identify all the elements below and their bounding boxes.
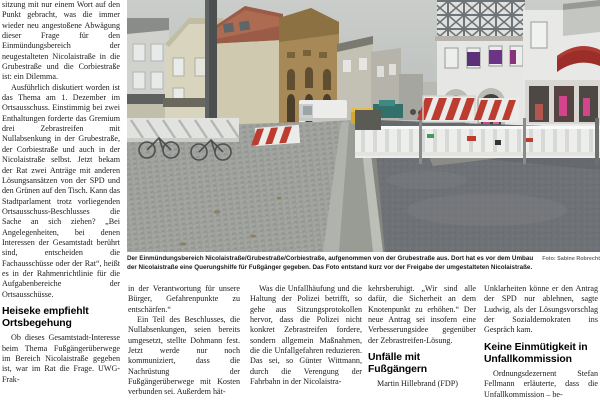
photo-caption — [127, 255, 600, 272]
article-column-5 — [484, 284, 598, 400]
section-subheading: Heiseke empfiehlt Ortsbegehung — [2, 305, 89, 330]
article-column-4 — [368, 284, 476, 400]
article-paragraph: Ordnungsdezernent Stefan Fellmann erläuterte, dass die Unfallkommission – be- — [484, 369, 598, 399]
article-column-2 — [128, 284, 240, 400]
photo-credit: Foto: Sabine Robrecht — [542, 256, 600, 262]
article-paragraph: Ausführlich diskutiert worden ist das Thema am 1. Dezember im Ortsausschuss. Einstimmig bei zwei Enthaltungen forderte das Gremium drei Zebrastreifen mit Nullabsenkung in der Grubestraße, der Corbiestraße und auch in der Nicolaistraße selbst. Jetzt bekam der Rat zwei Anträge mit anderen Lösungsansätzen von der SPD und den Grünen auf den Tisch. Kann das Stadtparlament trotz vorliegenden Ortsausschuss-Beschlusses die Sache an sich ziehen? „Bei Angelegenheiten, bei denen Interessen der Gesamtstadt berührt sind, entscheiden die Fachausschüsse oder der Rat“, heißt es in der Rahmenrichtlinie für die Aufgabenbereiche der Ortsausschüsse. — [2, 82, 120, 299]
photo-illustration — [127, 0, 600, 252]
article-column-3 — [250, 284, 362, 400]
article-paragraph: Ob dieses Gesamtstadt-Interesse beim Thema Fußgängerüberwege im Bereich Nicolaistraße gegeben ist, war im Rat die Frage. UWG-Frak- — [2, 333, 120, 384]
article-paragraph: kehrsberuhigt. „Wir sind alle dafür, die Sicherheit an dem Knotenpunkt zu erhöhen.“ Der neue Antrag sei insofern eine Verbesserungsidee gegenüber der Zebrastreifen-Lösung. — [368, 284, 476, 345]
article-paragraph: sitzung mit nur einem Wort auf den Punkt gebracht, was die immer wieder neu angestoßene Abwägung dieser Frage für den Einmündungsbereich der neugestalteten Nicolaistraße in die Grubestraße und die Corbiestraße ist: ein Dilemma. — [2, 0, 120, 82]
article-paragraph: in der Verantwortung für unsere Bürger, Gefahrenpunkte zu entschärfen.“ — [128, 284, 240, 314]
article-paragraph: Was die Unfallhäufung und die Haltung der Polizei betrifft, so gehe aus Sitzungsprotokollen hervor, dass die Polizei nicht konkret Zebrastreifen fordere, sondern allgemein Maßnahmen, die die Unfallgefahren reduzieren. Das sei, so Günter Wittmann, durch die Verengung der Fahrbahn in der Nicolaistra- — [250, 284, 362, 387]
article-paragraph: Ein Teil des Beschlusses, die Nullabsenkungen, seien bereits umgesetzt, stellte Dohmann fest. Jetzt werde nur noch kommuniziert, dass die Nachrüstung der Fußgängerüberwege mit Kosten verbunden sei. Außerdem hät- — [128, 315, 240, 397]
street-construction-photo — [127, 0, 600, 252]
article-paragraph: Unklarheiten könne er den Antrag der SPD nur ablehnen, sagte Ludwig, als der Lösungsvorschlag der Sozialdemokraten ins Gespräch kam. — [484, 284, 598, 335]
article-column-1 — [2, 0, 120, 400]
photo-caption-text: Der Einmündungsbereich Nicolaistraße/Grubestraße/Corbiestraße, aufgenommen von der Grubestraße aus. Dort hat es vor dem Umbau der Nicolaistraße eine Querungshilfe für Fußgänger gegeben. Das Foto entstand kurz vor der Freigabe der umgestalteten Nicolaistraße. — [127, 255, 534, 271]
section-subheading: Unfälle mit Fußgängern — [368, 352, 428, 376]
article-paragraph: Martin Hillebrand (FDP) — [377, 379, 458, 389]
section-subheading: Keine Einmütigkeit in Unfallkommission — [484, 341, 588, 365]
